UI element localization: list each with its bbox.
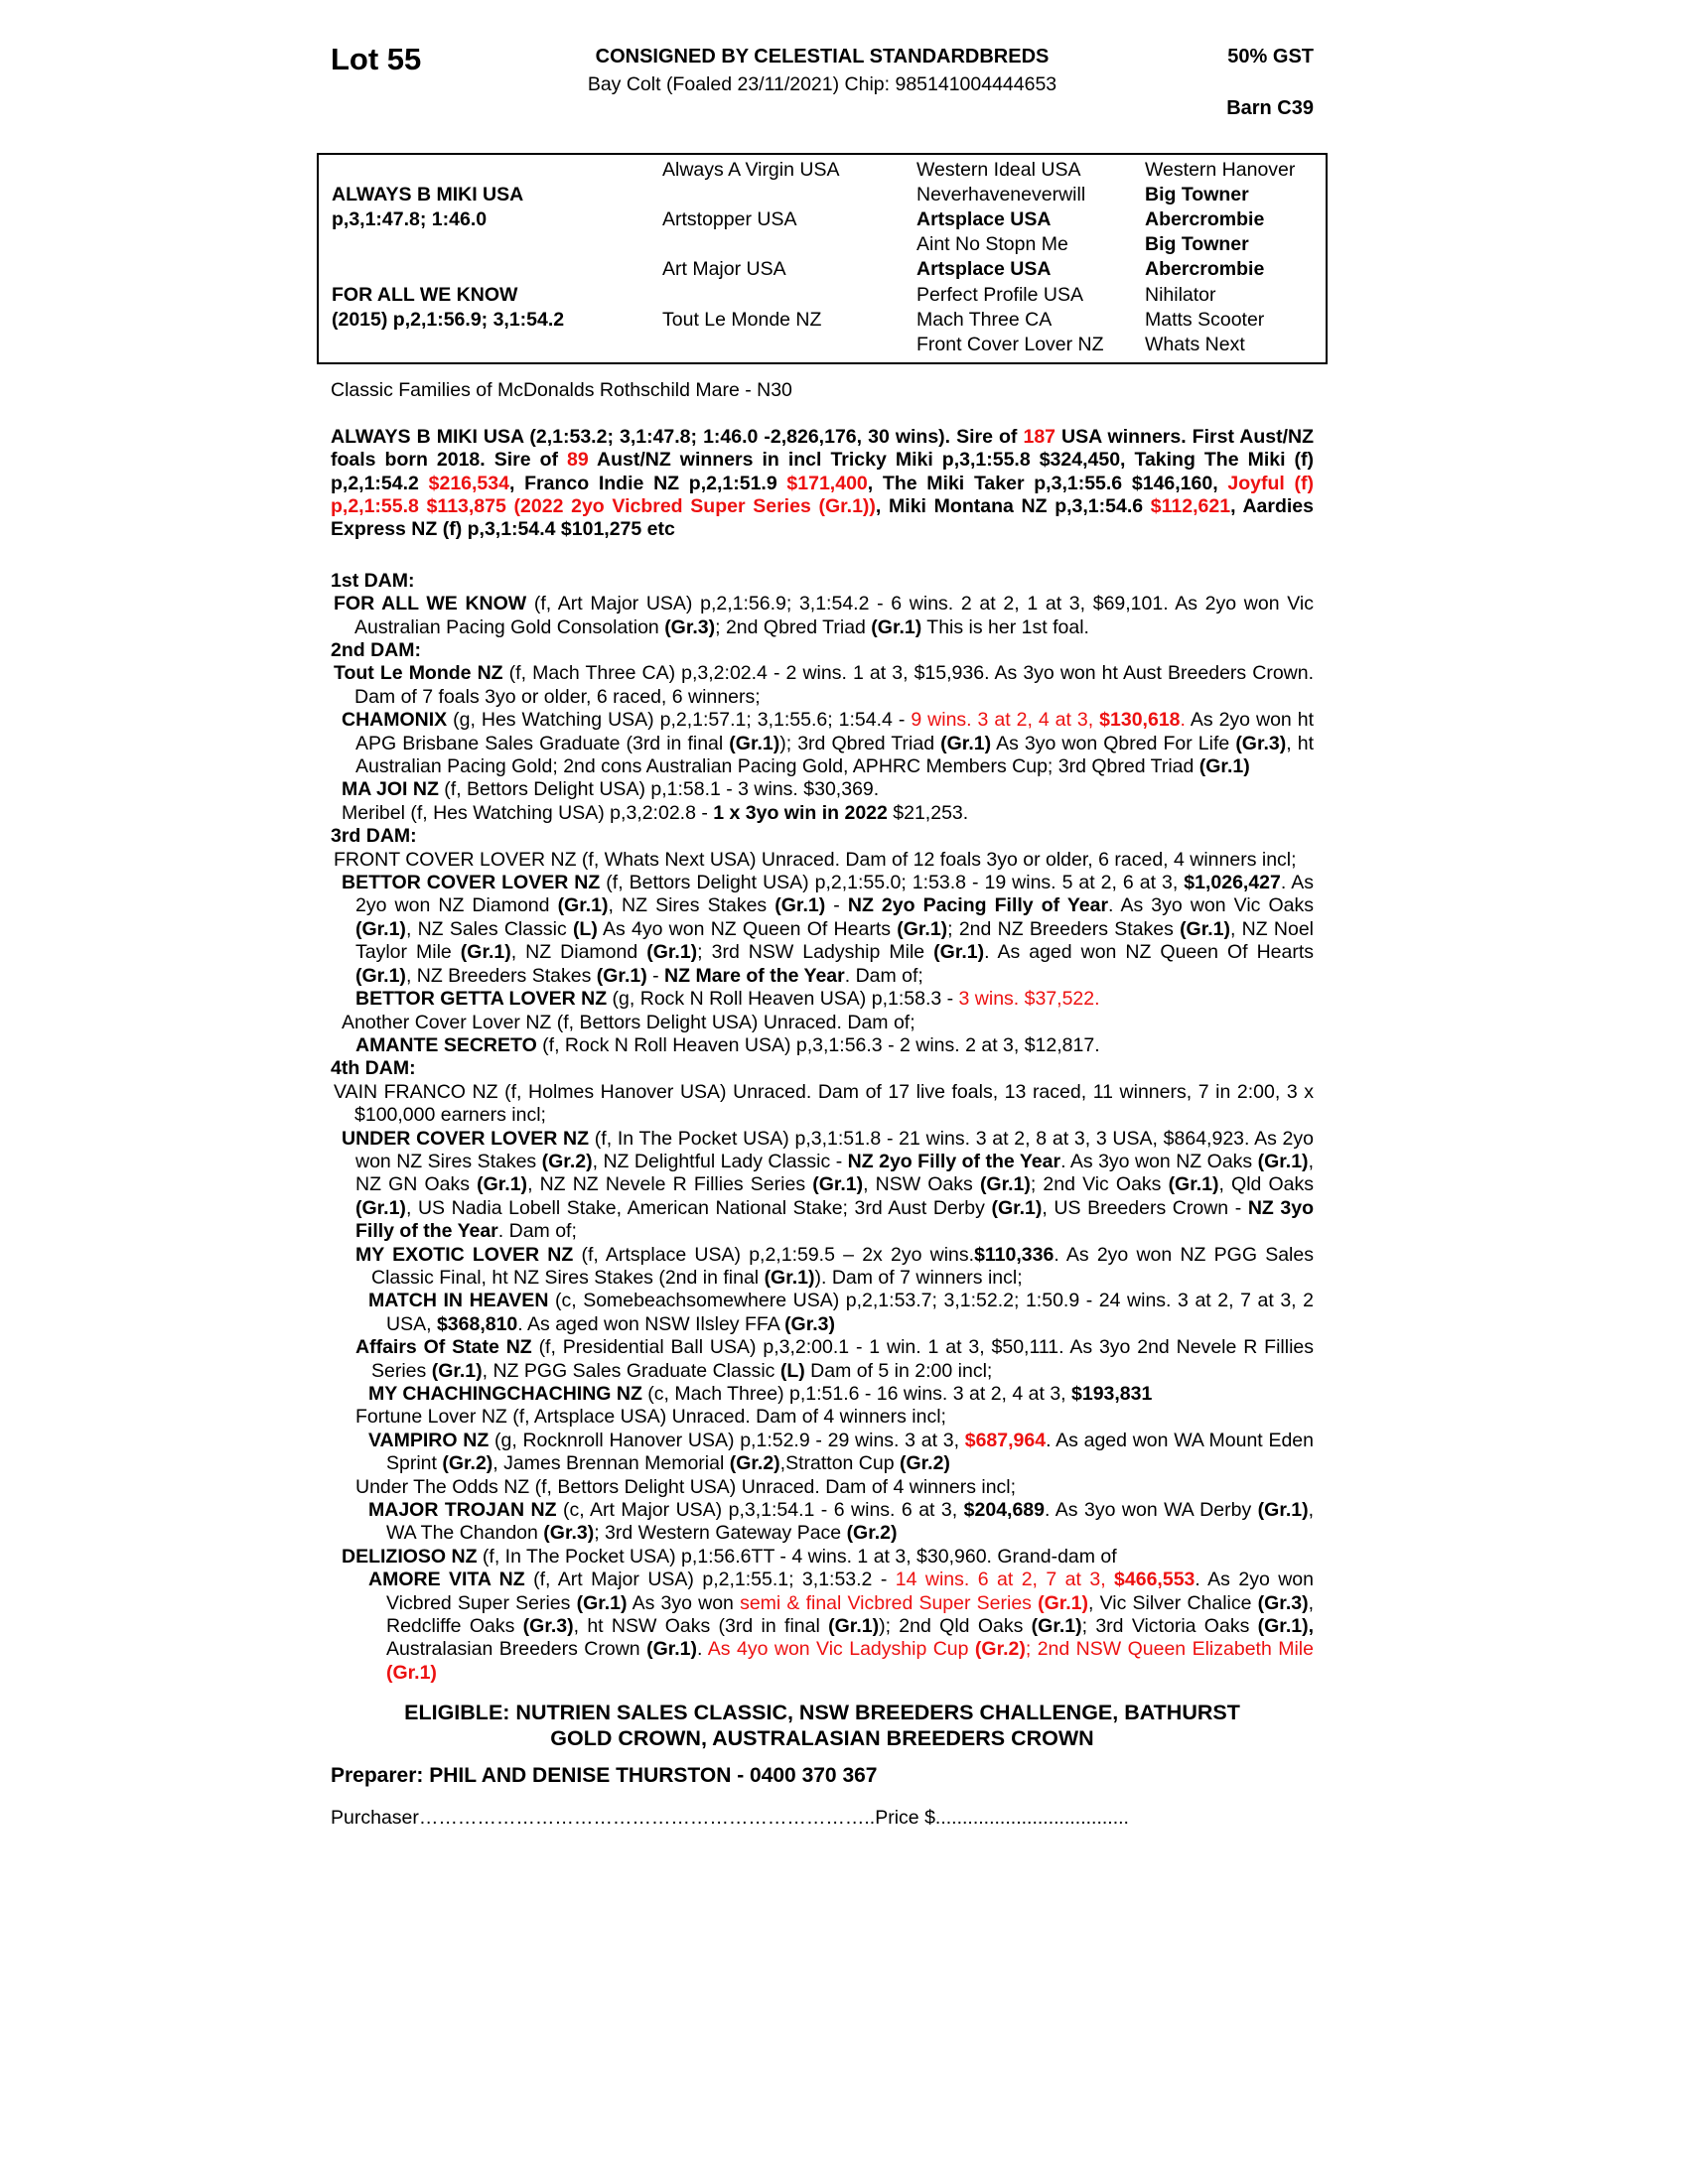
pedigree-cell: Big Towner [1145, 184, 1249, 206]
classic-families-line: Classic Families of McDonalds Rothschild Mare - N30 [331, 378, 792, 401]
barn-number: Barn C39 [1226, 97, 1314, 119]
pedigree-cell: Mach Three CA [916, 308, 1053, 331]
sire-summary: ALWAYS B MIKI USA (2,1:53.2; 3,1:47.8; 1:46.0 -2,826,176, 30 wins). Sire of 187 USA winners. First Aust/NZ foals born 2018. Sire of 89 Aust/NZ winners in incl Tricky Miki p,3,1:55.8 $324,450, Taking The Miki (f) p,2,1:54.2 $216,534, Franco Indie NZ p,2,1:51.9 $171,400, The Miki Taker p,3,1:55.6 $146,160, Joyful (f) p,2,1:55.8 $113,875 (2022 2yo Vicbred Super Series (Gr.1)), Miki Montana NZ p,3,1:54.6 $112,621, Aardies Express NZ (f) p,3,1:54.4 $101,275 etc [331, 425, 1315, 541]
para-chamonix: CHAMONIX (g, Hes Watching USA) p,2,1:57.1; 3,1:55.6; 1:54.4 - 9 wins. 3 at 2, 4 at 3, $130,618. As 2yo won ht APG Brisbane Sales Graduate (3rd in final (Gr.1)); 3rd Qbred Triad (Gr.1) As 3yo won Qbred For Life (Gr.3), ht Australian Pacing Gold; 2nd cons Australian Pacing Gold, APHRC Members Cup; 3rd Qbred Triad (Gr.1) [342, 709, 1315, 778]
eligibility-line-1: ELIGIBLE: NUTRIEN SALES CLASSIC, NSW BREEDERS CHALLENGE, BATHURST [404, 1701, 1240, 1725]
page-header [331, 42, 1314, 120]
header-center [579, 42, 1065, 96]
para-delizioso: DELIZIOSO NZ (f, In The Pocket USA) p,1:56.6TT - 4 wins. 1 at 3, $30,960. Grand-dam of [342, 1545, 1117, 1568]
pedigree-cell: Art Major USA [662, 258, 786, 281]
para-under-the-odds: Under The Odds NZ (f, Bettors Delight USA) Unraced. Dam of 4 winners incl; [355, 1475, 1017, 1498]
pedigree-text [331, 426, 1314, 1686]
pedigree-cell: p,3,1:47.8; 1:46.0 [332, 208, 488, 231]
para-tout-le-monde: Tout Le Monde NZ (f, Mach Three CA) p,3,2:02.4 - 2 wins. 1 at 3, $15,936. As 3yo won ht Aust Breeders Crown. Dam of 7 foals 3yo or older, 6 raced, 6 winners; [334, 662, 1315, 708]
page-content [331, 42, 1314, 1830]
pedigree-cell: Nihilator [1145, 283, 1216, 306]
purchaser-label: Purchaser [331, 1807, 419, 1830]
para-major-trojan: MAJOR TROJAN NZ (c, Art Major USA) p,3,1:54.1 - 6 wins. 6 at 3, $204,689. As 3yo won WA Derby (Gr.1), WA The Chandon (Gr.3); 3rd Western Gateway Pace (Gr.2) [368, 1499, 1315, 1545]
para-under-cover-lover: UNDER COVER LOVER NZ (f, In The Pocket USA) p,3,1:51.8 - 21 wins. 3 at 2, 8 at 3, 3 USA, $864,923. As 2yo won NZ Sires Stakes (Gr.2), NZ Delightful Lady Classic - NZ 2yo Filly of the Year. As 3yo won NZ Oaks (Gr.1), NZ GN Oaks (Gr.1), NZ NZ Nevele R Fillies Series (Gr.1), NSW Oaks (Gr.1); 2nd Vic Oaks (Gr.1), Qld Oaks (Gr.1), US Nadia Lobell Stake, American National Stake; 3rd Aust Derby (Gr.1), US Breeders Crown - NZ 3yo Filly of the Year. Dam of; [342, 1127, 1315, 1243]
para-for-all-we-know: FOR ALL WE KNOW (f, Art Major USA) p,2,1:56.9; 3,1:54.2 - 6 wins. 2 at 2, 1 at 3, $69,101. As 2yo won Vic Australian Pacing Gold Consolation (Gr.3); 2nd Qbred Triad (Gr.1) This is her 1st foal. [334, 593, 1314, 638]
pedigree-cell: Artstopper USA [662, 208, 797, 231]
pedigree-cell: ALWAYS B MIKI USA [332, 184, 524, 206]
header-right [1065, 42, 1314, 120]
pedigree-cell: Neverhaveneverwill [916, 184, 1086, 206]
para-meribel: Meribel (f, Hes Watching USA) p,3,2:02.8 - 1 x 3yo win in 2022 $21,253. [342, 801, 969, 824]
pedigree-cell: Aint No Stopn Me [916, 233, 1068, 256]
pedigree-cell: FOR ALL WE KNOW [332, 283, 518, 306]
pedigree-cell: Western Hanover [1145, 159, 1296, 182]
dam4-heading: 4th DAM: [331, 1057, 416, 1080]
gst-note: 50% GST [1227, 46, 1314, 68]
para-amante-secreto: AMANTE SECRETO (f, Rock N Roll Heaven USA) p,3,1:56.3 - 2 wins. 2 at 3, $12,817. [355, 1033, 1100, 1056]
para-my-exotic-lover: MY EXOTIC LOVER NZ (f, Artsplace USA) p,2,1:59.5 – 2x 2yo wins.$110,336. As 2yo won NZ PGG Sales Classic Final, ht NZ Sires Stakes (2nd in final (Gr.1)). Dam of 7 winners incl; [355, 1243, 1314, 1289]
pedigree-cell: Abercrombie [1145, 258, 1265, 281]
pedigree-cell: Tout Le Monde NZ [662, 308, 822, 331]
para-match-in-heaven: MATCH IN HEAVEN (c, Somebeachsomewhere USA) p,2,1:53.7; 3,1:52.2; 1:50.9 - 24 wins. 3 at 2, 7 at 3, 2 USA, $368,810. As aged won NSW Ilsley FFA (Gr.3) [368, 1290, 1315, 1335]
pedigree-cell: Perfect Profile USA [916, 283, 1083, 306]
dam1-heading: 1st DAM: [331, 569, 415, 592]
pedigree-cell: Always A Virgin USA [662, 159, 840, 182]
para-fortune-lover: Fortune Lover NZ (f, Artsplace USA) Unraced. Dam of 4 winners incl; [355, 1406, 946, 1429]
price-dotted-line: .................................... [934, 1807, 1129, 1830]
price-label: Price $ [875, 1807, 935, 1830]
pedigree-table [317, 153, 1328, 364]
para-front-cover-lover: FRONT COVER LOVER NZ (f, Whats Next USA) Unraced. Dam of 12 foals 3yo or older, 6 raced, 4 winners incl; [334, 848, 1297, 871]
para-affairs-of-state: Affairs Of State NZ (f, Presidential Ball USA) p,3,2:00.1 - 1 win. 1 at 3, $50,111. As 3yo 2nd Nevele R Fillies Series (Gr.1), NZ PGG Sales Graduate Classic (L) Dam of 5 in 2:00 incl; [355, 1336, 1314, 1382]
pedigree-cell: (2015) p,2,1:56.9; 3,1:54.2 [332, 308, 565, 331]
pedigree-cell: Matts Scooter [1145, 308, 1265, 331]
dam3-heading: 3rd DAM: [331, 825, 417, 848]
consignor-line: CONSIGNED BY CELESTIAL STANDARDBREDS [595, 46, 1050, 68]
para-vampiro: VAMPIRO NZ (g, Rocknroll Hanover USA) p,1:52.9 - 29 wins. 3 at 3, $687,964. As aged won WA Mount Eden Sprint (Gr.2), James Brennan Memorial (Gr.2),Stratton Cup (Gr.2) [368, 1429, 1314, 1475]
para-ma-joi: MA JOI NZ (f, Bettors Delight USA) p,1:58.1 - 3 wins. $30,369. [342, 778, 880, 801]
para-amore-vita: AMORE VITA NZ (f, Art Major USA) p,2,1:55.1; 3,1:53.2 - 14 wins. 6 at 2, 7 at 3, $466,553. As 2yo won Vicbred Super Series (Gr.1) As 3yo won semi & final Vicbred Super Series (Gr.1), Vic Silver Chalice (Gr.3), Redcliffe Oaks (Gr.3), ht NSW Oaks (3rd in final (Gr.1)); 2nd Qld Oaks (Gr.1); 3rd Victoria Oaks (Gr.1), Australasian Breeders Crown (Gr.1). As 4yo won Vic Ladyship Cup (Gr.2); 2nd NSW Queen Elizabeth Mile (Gr.1) [368, 1569, 1314, 1684]
pedigree-cell: Abercrombie [1145, 208, 1265, 231]
para-another-cover-lover: Another Cover Lover NZ (f, Bettors Delight USA) Unraced. Dam of; [342, 1011, 915, 1033]
pedigree-cell: Artsplace USA [916, 258, 1052, 281]
pedigree-cell: Front Cover Lover NZ [916, 333, 1104, 355]
para-vain-franco: VAIN FRANCO NZ (f, Holmes Hanover USA) Unraced. Dam of 17 live foals, 13 raced, 11 winners, 7 in 2:00, 3 x $100,000 earners incl; [334, 1080, 1314, 1127]
dam2-heading: 2nd DAM: [331, 639, 421, 661]
para-bettor-getta-lover: BETTOR GETTA LOVER NZ (g, Rock N Roll Heaven USA) p,1:58.3 - 3 wins. $37,522. [355, 988, 1100, 1011]
preparer-line: Preparer: PHIL AND DENISE THURSTON - 0400 370 367 [331, 1764, 878, 1788]
purchaser-line [331, 1807, 1314, 1830]
eligibility-note [331, 1701, 1314, 1751]
pedigree-cell: Western Ideal USA [916, 159, 1081, 182]
pedigree-cell: Artsplace USA [916, 208, 1052, 231]
purchaser-dotted-line: …………………………………………………………….. [418, 1807, 876, 1830]
para-my-chachingchaching: MY CHACHINGCHACHING NZ (c, Mach Three) p,1:51.6 - 16 wins. 3 at 2, 4 at 3, $193,831 [368, 1383, 1153, 1405]
lot-number: Lot 55 [331, 42, 422, 76]
foal-details-line: Bay Colt (Foaled 23/11/2021) Chip: 985141004444653 [587, 73, 1057, 95]
pedigree-cell: Big Towner [1145, 233, 1249, 256]
pedigree-cell: Whats Next [1145, 333, 1245, 355]
para-bettor-cover-lover: BETTOR COVER LOVER NZ (f, Bettors Delight USA) p,2,1:55.0; 1:53.8 - 19 wins. 5 at 2, 6 at 3, $1,026,427. As 2yo won NZ Diamond (Gr.1), NZ Sires Stakes (Gr.1) - NZ 2yo Pacing Filly of Year. As 3yo won Vic Oaks (Gr.1), NZ Sales Classic (L) As 4yo won NZ Queen Of Hearts (Gr.1); 2nd NZ Breeders Stakes (Gr.1), NZ Noel Taylor Mile (Gr.1), NZ Diamond (Gr.1); 3rd NSW Ladyship Mile (Gr.1). As aged won NZ Queen Of Hearts (Gr.1), NZ Breeders Stakes (Gr.1) - NZ Mare of the Year. Dam of; [342, 872, 1314, 987]
eligibility-line-2: GOLD CROWN, AUSTRALASIAN BREEDERS CROWN [550, 1725, 1094, 1750]
